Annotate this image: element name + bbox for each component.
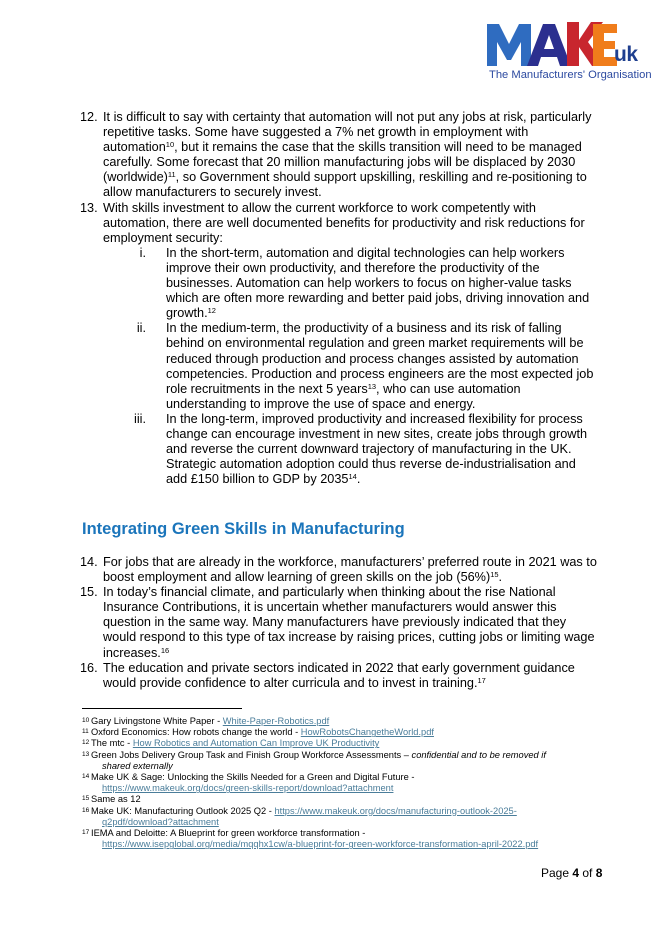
list-item-13 (80, 201, 600, 488)
item-text: It is difficult to say with certainty that automation will not put any jobs at risk, particularly repetitive tasks. Some have suggested a 7% net growth in employment with automation (103, 110, 592, 155)
roman-number: i. (139, 245, 146, 260)
footnote-text: The mtc - (91, 738, 133, 749)
item-text: For jobs that are already in the workforce, manufacturers’ preferred route in 2021 was to boost employment and allow learning of green skills on the job (56%) (103, 555, 597, 585)
footnote-link[interactable]: HowRobotsChangetheWorld.pdf (300, 727, 434, 738)
page-current: 4 (572, 866, 580, 880)
footnote-11 (82, 727, 602, 738)
footnote-link[interactable]: https://www.isepglobal.org/media/mqqhx1cw/a-blueprint-for-green-workforce-transformation-april-2022.pdf (102, 839, 539, 850)
item-number: 12. (80, 110, 98, 124)
footnote-ref[interactable]: 16 (160, 645, 170, 655)
footnote-text: Same as 12 (91, 794, 141, 805)
footnote-text: Green Jobs Delivery Group Task and Finish Group Workforce Assessments – (91, 749, 412, 760)
footnote-number: 16 (82, 806, 90, 814)
item-text: In today’s financial climate, and particularly when thinking about the rise National Insurance Contributions, it is uncertain whether manufacturers would answer this question in the same way. Many manufacturers have previously indicated that they would respond to this type of tax increase by raising prices, cutting jobs or limiting wage increases. (103, 585, 595, 660)
subitem-text: In the short-term, automation and digital technologies can help workers improve their own productivity, and therefore the productivity of the businesses. Automation can help workers to focus on higher-value tasks which are often more rewarding and better paid jobs, driving innovation and growth. (166, 245, 590, 321)
item-text: , so Government should support upskilling, reskilling and re-positioning to allow manufacturers to securely invest. (103, 170, 587, 200)
footnote-link[interactable]: https://www.makeuk.org/docs/manufacturing-outlook-2025- (274, 805, 517, 816)
footnote-ref[interactable]: 13 (367, 381, 377, 391)
footnote-number: 17 (82, 829, 90, 837)
footnote-10 (82, 716, 602, 727)
footnote-text: Oxford Economics: How robots change the world - (91, 727, 301, 738)
numbered-list (80, 110, 600, 487)
footnote-16 (82, 806, 602, 828)
item-number: 14. (80, 555, 98, 569)
subitem-text: . (356, 472, 361, 487)
sublist-item-i (103, 246, 600, 321)
roman-number: ii. (136, 321, 146, 336)
sublist-item-ii (103, 321, 600, 412)
footnote-link[interactable]: White-Paper-Robotics.pdf (222, 716, 330, 726)
footnotes (82, 716, 602, 850)
footnote-number: 15 (82, 795, 90, 803)
footnote-italic-note-cont: shared externally (102, 760, 173, 771)
footnote-12 (82, 738, 602, 749)
footnote-number: 13 (82, 750, 90, 758)
item-text: , but it remains the case that the skills transition will need to be managed carefully. Some forecast that 20 million manufacturing jobs will be displaced by 2030 (worldwide) (103, 140, 582, 185)
footnote-ref[interactable]: 11 (167, 170, 176, 180)
footnote-number: 12 (82, 739, 90, 747)
list-item-14 (80, 555, 600, 585)
footnote-15 (82, 794, 602, 805)
page-total: 8 (595, 866, 603, 880)
footnote-text: Gary Livingstone White Paper - (91, 716, 223, 726)
footnote-ref[interactable]: 15 (490, 570, 499, 580)
footnote-link[interactable]: How Robotics and Automation Can Improve UK Productivity (132, 738, 380, 749)
page-of: of (579, 866, 596, 880)
item-number: 16. (80, 660, 98, 675)
list-item-16 (80, 661, 600, 691)
item-text: The education and private sectors indicated in 2022 that early government guidance would provide confidence to alter curricula and to invest in training. (103, 660, 575, 690)
footnote-ref[interactable]: 14 (348, 472, 357, 482)
footnote-number: 14 (82, 773, 90, 781)
footnote-link[interactable]: https://www.makeuk.org/docs/green-skills-report/download?attachment (102, 783, 394, 794)
logo-uk: uk (614, 43, 638, 66)
footnote-link-cont[interactable]: q2pdf/download?attachment (102, 816, 219, 827)
subitem-text: In the medium-term, the productivity of a business and its risk of falling behind on environmental regulation and green market requirements will be reduced through production and process changes assisted by automation competencies. Production and process engineers are the most expected job role recruitments in the next 5 years (166, 321, 594, 396)
item-text: With skills investment to allow the current workforce to work competently with automation, there are well documented benefits for productivity and risk reductions for employment security: (103, 200, 585, 245)
footnote-ref[interactable]: 17 (477, 675, 486, 685)
footnote-text: IEMA and Deloitte: A Blueprint for green workforce transformation - (91, 828, 366, 839)
subitem-text: , who can use automation understanding to improve the use of space and energy. (166, 381, 521, 411)
footnote-14 (82, 772, 602, 794)
footnote-number: 10 (82, 717, 90, 724)
page-prefix: Page (541, 866, 573, 880)
numbered-list-2 (80, 555, 600, 691)
item-number: 13. (80, 200, 98, 215)
item-number: 15. (80, 585, 98, 600)
logo-letter-m (487, 24, 531, 66)
footnote-divider (82, 708, 242, 709)
footnote-ref[interactable]: 10 (165, 140, 175, 150)
footnote-17 (82, 828, 602, 850)
list-item-15 (80, 585, 600, 660)
section-heading: Integrating Green Skills in Manufacturing (82, 520, 405, 538)
footnote-13 (82, 750, 602, 772)
roman-number: iii. (134, 411, 146, 426)
logo-wordmark (487, 20, 617, 68)
list-item-12 (80, 110, 600, 201)
footnote-number: 11 (82, 728, 89, 736)
make-uk-logo (487, 20, 652, 82)
item-text: . (498, 570, 503, 585)
footnote-ref[interactable]: 12 (207, 306, 216, 316)
subitem-text: In the long-term, improved productivity and increased flexibility for process change can encourage investment in new sites, create jobs through growth and reverse the current downward trajectory of manufacturing in the UK. Strategic automation adoption could thus reverse de-industrialisation and add £150 billion to GDP by 2035 (166, 411, 588, 487)
footnote-text: Make UK & Sage: Unlocking the Skills Needed for a Green and Digital Future - (91, 772, 415, 783)
footnote-text: Make UK: Manufacturing Outlook 2025 Q2 - (91, 805, 275, 816)
footnote-italic-note: confidential and to be removed if (411, 749, 546, 760)
sublist-item-iii (103, 412, 600, 487)
logo-tagline: The Manufacturers' Organisation (489, 69, 652, 81)
page-number (541, 866, 602, 880)
